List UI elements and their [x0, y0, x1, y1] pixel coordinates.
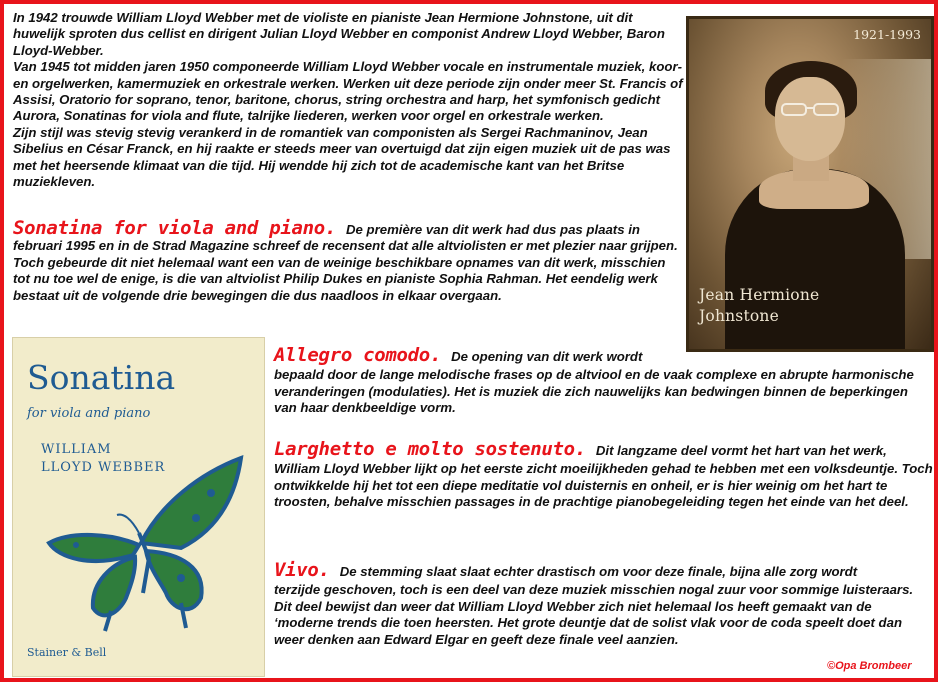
copyright-label: ©Opa Brombeer [827, 660, 912, 672]
sonatina-text: De première van dit werk had dus pas plaats in februari 1995 en in de Strad Magazine schreef de recensent dat alle altviolisten er met plezier naar grijpen. Toch gebeurde dit niet helemaal want een van de weinige beschikbare opnames van dit werk, misschien tot nu toe wel de enige, is die van altviolist Philip Dukes en pianiste Sophia Rahman. Het eendelig werk bestaat uit de volgende drie bewegingen die dus naadloos in elkaar overgaan. [13, 222, 678, 303]
movement-heading-allegro: Allegro comodo. [274, 344, 442, 366]
intro-paragraph-style: Zijn stijl was stevig stevig verankerd in de romantiek van componisten als Sergei Rachmaninov, Jean Sibelius en César Franck, en hij raakte er steeds meer van overtuigd dat zijn eigen muziek uit de pas was met het heersende klimaat van die tijd. Hij wendde hij zich tot de academische kant van het Britse muziekleven. [13, 124, 671, 190]
intro-section [13, 10, 685, 190]
sonatina-section [13, 217, 685, 304]
glasses-icon [779, 101, 841, 117]
portrait-face [775, 77, 845, 161]
portrait-caption-line2: Johnstone [699, 307, 779, 325]
portrait-caption-line1: Jean Hermione [699, 286, 820, 304]
portrait-photo [686, 16, 934, 352]
movement-heading-vivo: Vivo. [274, 559, 330, 581]
butterfly-icon [31, 433, 251, 633]
cover-subtitle: for viola and piano [27, 406, 151, 421]
sonatina-heading: Sonatina for viola and piano. [13, 217, 337, 239]
movement-vivo [274, 559, 934, 648]
intro-paragraph-marriage: In 1942 trouwde William Lloyd Webber met de violiste en pianiste Jean Hermione Johnstone, uit dit huwelijk sproten dus cellist en dirigent Julian Lloyd Webber en componist Andrew Lloyd Webber, Baron Lloyd-Webber. [13, 10, 665, 58]
movement-lead-larghetto: Dit langzame deel vormt het hart van het werk, [595, 443, 887, 458]
movement-text-allegro: bepaald door de lange melodische frases op de altviool en de vaak complexe en abrupte harmonische veranderingen (modulaties). Het is muziek die zich nauwelijks kan bedwingen binnen de beperkingen van haar denkbeeldige vorm. [274, 367, 914, 416]
movement-allegro [274, 344, 934, 417]
cover-composer-line1: WILLIAM [41, 442, 112, 457]
portrait-caption [699, 285, 929, 327]
intro-paragraph-works: Van 1945 tot midden jaren 1950 componeerde William Lloyd Webber vocale en instrumentale muziek, koor- en orgelwerken, kamermuziek en orkestrale werken. Werken uit deze periode zijn onder meer St. Francis of Assisi, Oratorio for soprano, tenor, baritone, chorus, string orchestra and harp, het symfonisch gedicht Aurora, Sonatinas for viola and flute, talrijke liederen, werken voor orgel en orkestrale werken. [13, 59, 683, 124]
movement-lead-allegro: De opening van dit werk wordt [451, 349, 643, 364]
cover-composer-line2: LLOYD WEBBER [41, 460, 166, 475]
movement-larghetto [274, 438, 934, 511]
movement-text-vivo-2: Dit deel bewijst dan weer dat William Lloyd Webber zich niet helemaal los heeft gemaakt van de ‘moderne trends die toen heersten. Het grote deuntje dat de solist vlak voor de coda speelt doet dan weer denken aan Edward Elgar en geeft deze finale veel aanzien. [274, 598, 903, 647]
cover-publisher: Stainer & Bell [27, 646, 107, 659]
cover-title: Sonatina [27, 358, 176, 397]
portrait-years: 1921-1993 [853, 27, 921, 42]
movement-text-larghetto: William Lloyd Webber lijkt op het eerste zicht moeilijkheden gehad te hebben met een volksdeuntje. Toch ontwikkelde hij het tot een diepe meditatie vol duisternis en onheil, er is hier weinig om het hart te troosten, behalve misschien passages in de prachtige pianobegeleiding tegen het einde van het deel. [274, 461, 933, 510]
movement-heading-larghetto: Larghetto e molto sostenuto. [274, 438, 586, 460]
movement-lead-vivo: De stemming slaat slaat echter drastisch om voor deze finale, bijna alle zorg wordt [339, 564, 858, 579]
movement-text-vivo: terzijde geschoven, toch is een deel van deze muziek misschien nogal zuur voor sommige luisteraars. [274, 582, 914, 598]
sheet-music-cover [12, 337, 265, 677]
